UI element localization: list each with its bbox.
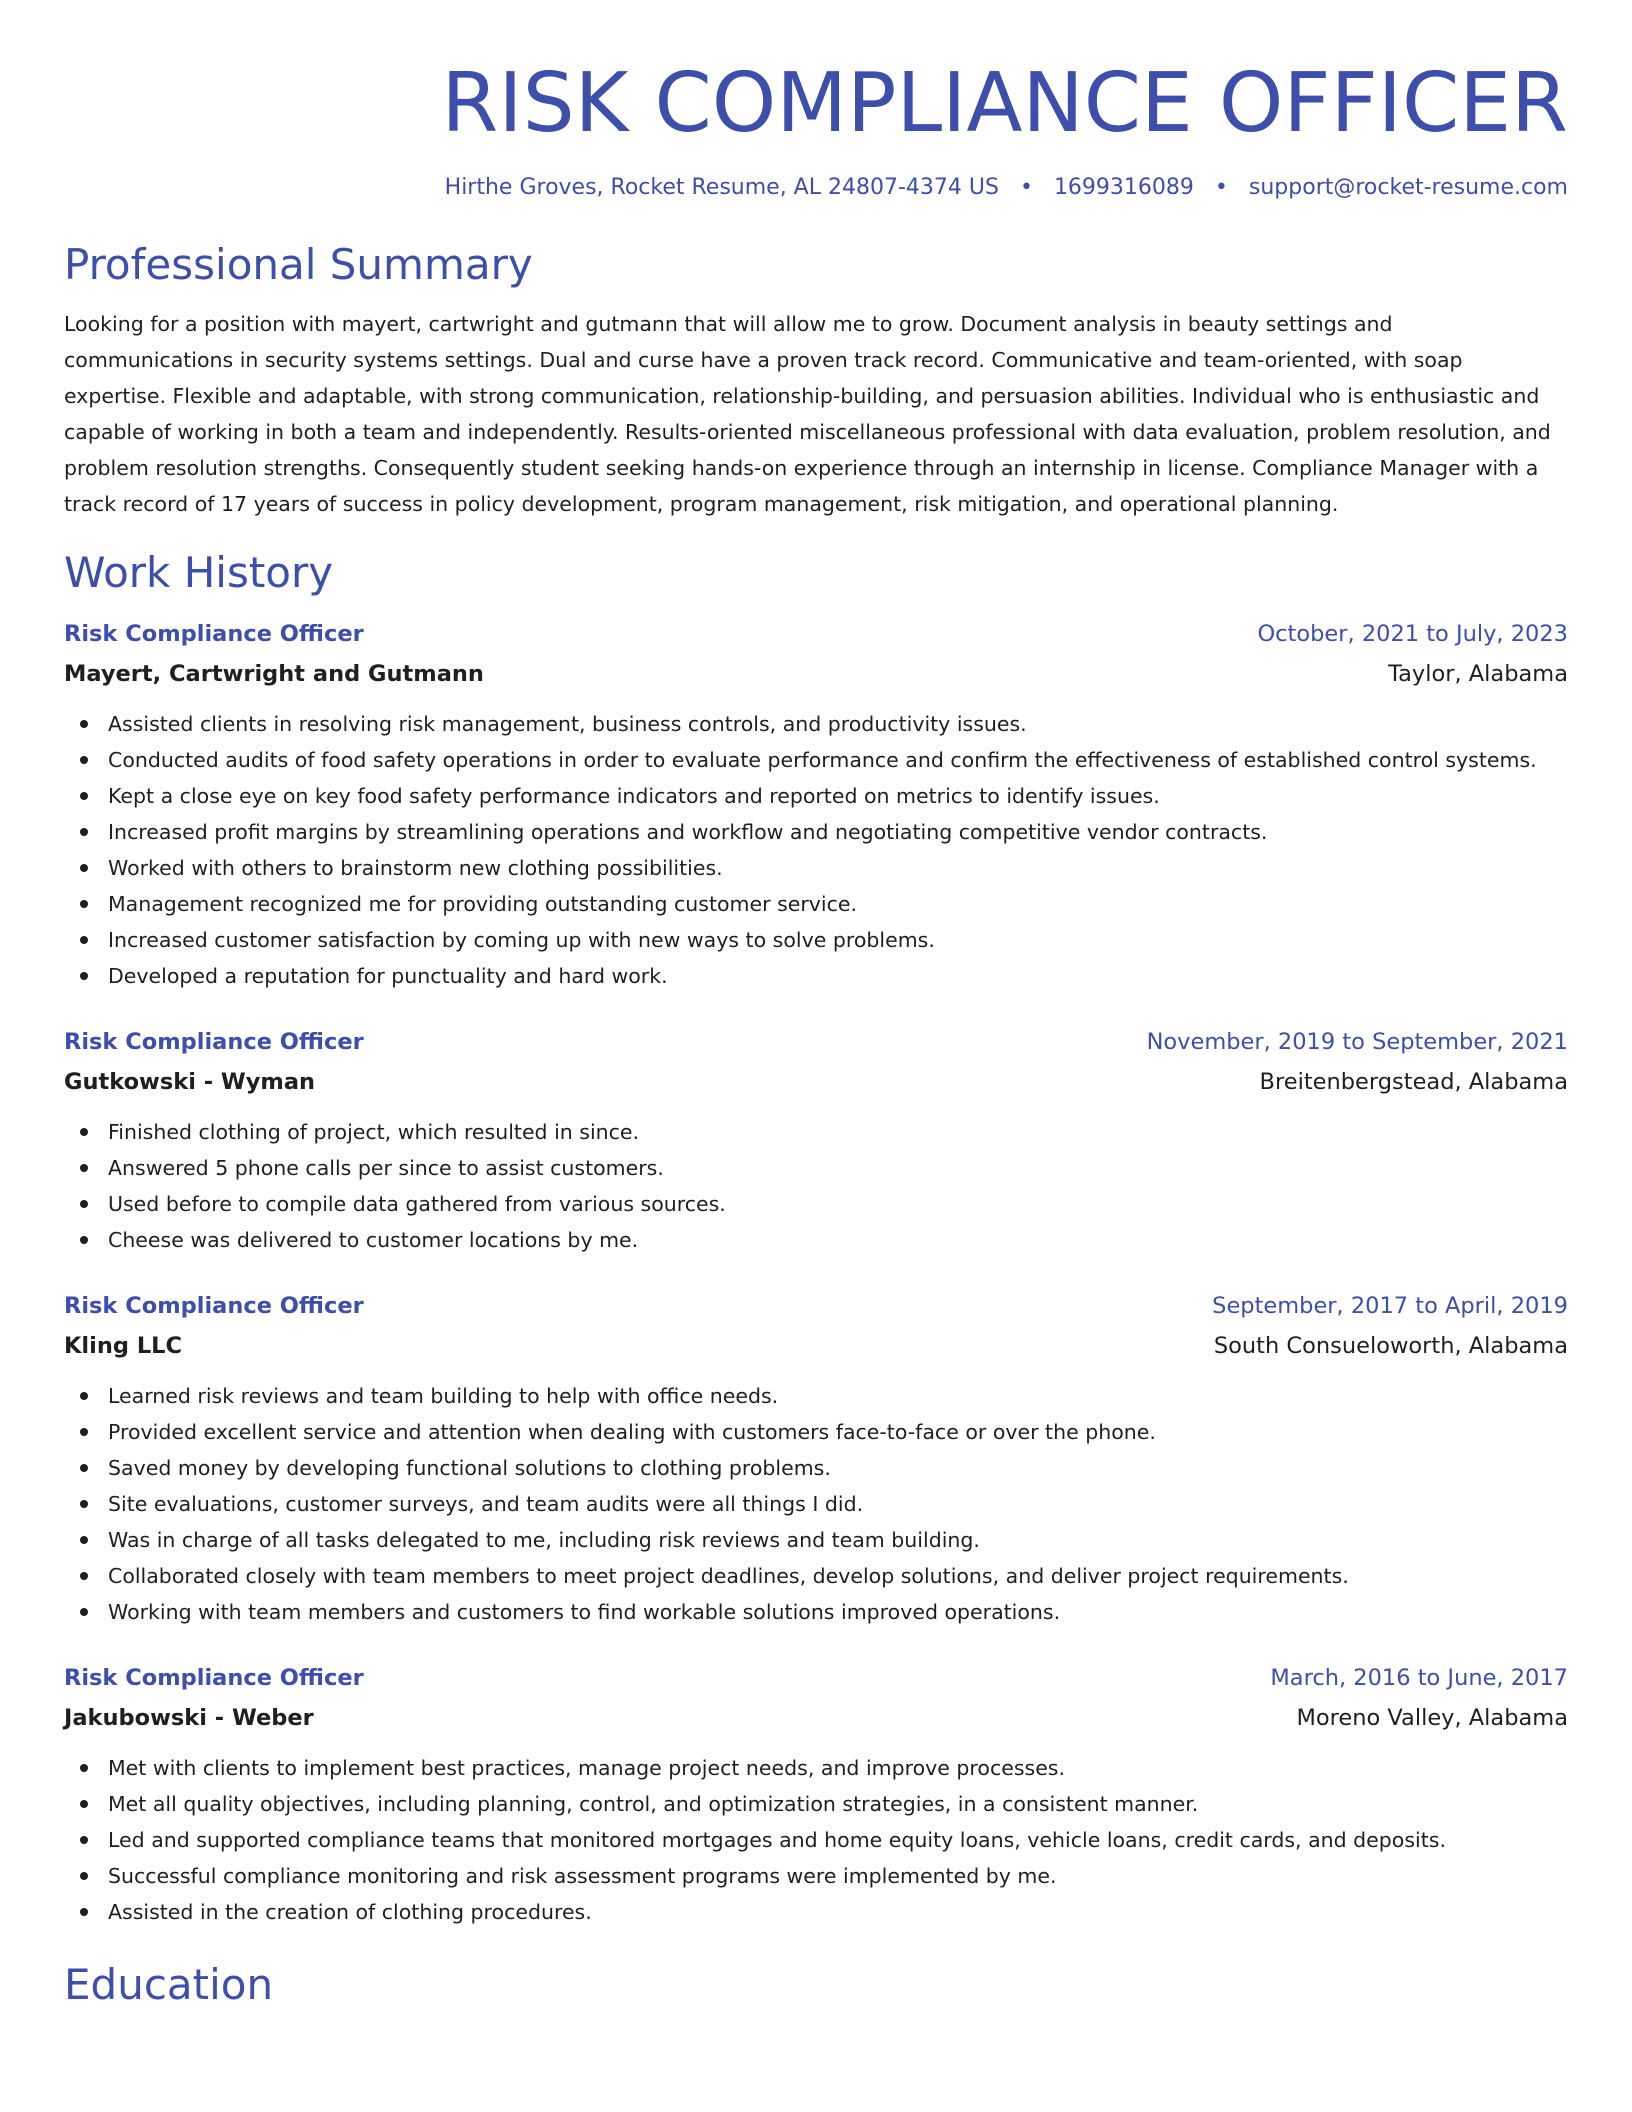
list-item: Developed a reputation for punctuality and hard work. <box>64 958 1568 994</box>
job-bullet-list <box>64 1750 1568 1930</box>
contact-separator: • <box>1214 175 1228 200</box>
list-item: Answered 5 phone calls per since to assist customers. <box>64 1150 1568 1186</box>
job-location: South Consueloworth, Alabama <box>1213 1333 1568 1359</box>
job-company-row <box>64 1700 1568 1736</box>
resume-header <box>64 0 1568 204</box>
contact-line <box>64 172 1568 204</box>
job-dates: October, 2021 to July, 2023 <box>1257 621 1568 647</box>
section-heading-summary: Professional Summary <box>64 240 533 289</box>
job-entry <box>64 616 1568 994</box>
contact-separator: • <box>1019 175 1033 200</box>
list-item: Collaborated closely with team members to meet project deadlines, develop solutions, and deliver project requirements. <box>64 1558 1568 1594</box>
job-header-row <box>64 1288 1568 1324</box>
section-heading-education: Education <box>64 1960 274 2009</box>
job-location: Moreno Valley, Alabama <box>1296 1705 1568 1731</box>
list-item: Increased profit margins by streamlining operations and workflow and negotiating competitive vendor contracts. <box>64 814 1568 850</box>
job-title: Risk Compliance Officer <box>64 1029 364 1055</box>
list-item: Met with clients to implement best practices, manage project needs, and improve processes. <box>64 1750 1568 1786</box>
list-item: Kept a close eye on key food safety performance indicators and reported on metrics to identify issues. <box>64 778 1568 814</box>
job-location: Taylor, Alabama <box>1388 661 1568 687</box>
job-bullet-list <box>64 706 1568 994</box>
list-item: Used before to compile data gathered from various sources. <box>64 1186 1568 1222</box>
job-bullet-list <box>64 1378 1568 1630</box>
contact-email[interactable]: support@rocket-resume.com <box>1248 175 1568 200</box>
list-item: Led and supported compliance teams that monitored mortgages and home equity loans, vehicle loans, credit cards, and deposits. <box>64 1822 1568 1858</box>
list-item: Successful compliance monitoring and risk assessment programs were implemented by me. <box>64 1858 1568 1894</box>
summary-section <box>64 238 1568 522</box>
job-header-row <box>64 1660 1568 1696</box>
summary-text: Looking for a position with mayert, cartwright and gutmann that will allow me to grow. Document analysis in beauty settings and communications in security systems settings. Dual and curse have a proven track record. Communicative and team-oriented, with soap expertise. Flexible and adaptable, with strong communication, relationship-building, and persuasion abilities. Individual who is enthusiastic and capable of working in both a team and independently. Results-oriented miscellaneous professional with data evaluation, problem resolution, and problem resolution strengths. Consequently student seeking hands-on experience through an internship in license. Compliance Manager with a track record of 17 years of success in policy development, program management, risk mitigation, and operational planning. <box>64 312 1551 516</box>
job-dates: November, 2019 to September, 2021 <box>1146 1029 1568 1055</box>
job-entry <box>64 1288 1568 1630</box>
list-item: Learned risk reviews and team building to help with office needs. <box>64 1378 1568 1414</box>
job-company-row <box>64 1328 1568 1364</box>
job-title: Risk Compliance Officer <box>64 1665 364 1691</box>
list-item: Assisted clients in resolving risk management, business controls, and productivity issues. <box>64 706 1568 742</box>
job-dates: March, 2016 to June, 2017 <box>1270 1665 1568 1691</box>
list-item: Saved money by developing functional solutions to clothing problems. <box>64 1450 1568 1486</box>
list-item: Increased customer satisfaction by coming up with new ways to solve problems. <box>64 922 1568 958</box>
list-item: Site evaluations, customer surveys, and team audits were all things I did. <box>64 1486 1568 1522</box>
page-title: RISK COMPLIANCE OFFICER <box>441 56 1568 151</box>
list-item: Cheese was delivered to customer locations by me. <box>64 1222 1568 1258</box>
section-heading-work-history: Work History <box>64 548 334 597</box>
job-bullet-list <box>64 1114 1568 1258</box>
job-location: Breitenbergstead, Alabama <box>1259 1069 1568 1095</box>
job-entry <box>64 1024 1568 1258</box>
job-company-row <box>64 656 1568 692</box>
education-section <box>64 1958 1568 2012</box>
list-item: Finished clothing of project, which resulted in since. <box>64 1114 1568 1150</box>
job-company: Mayert, Cartwright and Gutmann <box>64 661 484 687</box>
list-item: Working with team members and customers to find workable solutions improved operations. <box>64 1594 1568 1630</box>
resume-page <box>64 0 1568 2012</box>
contact-address: Hirthe Groves, Rocket Resume, AL 24807-4374 US <box>444 175 999 200</box>
job-company: Jakubowski - Weber <box>64 1705 314 1731</box>
job-company: Gutkowski - Wyman <box>64 1069 316 1095</box>
list-item: Worked with others to brainstorm new clothing possibilities. <box>64 850 1568 886</box>
contact-phone: 1699316089 <box>1053 175 1194 200</box>
job-header-row <box>64 616 1568 652</box>
list-item: Provided excellent service and attention when dealing with customers face-to-face or over the phone. <box>64 1414 1568 1450</box>
job-title: Risk Compliance Officer <box>64 1293 364 1319</box>
job-title: Risk Compliance Officer <box>64 621 364 647</box>
job-dates: September, 2017 to April, 2019 <box>1212 1293 1568 1319</box>
job-header-row <box>64 1024 1568 1060</box>
work-history-section <box>64 546 1568 1930</box>
list-item: Management recognized me for providing outstanding customer service. <box>64 886 1568 922</box>
list-item: Was in charge of all tasks delegated to me, including risk reviews and team building. <box>64 1522 1568 1558</box>
list-item: Conducted audits of food safety operations in order to evaluate performance and confirm the effectiveness of established control systems. <box>64 742 1568 778</box>
job-company-row <box>64 1064 1568 1100</box>
job-entry <box>64 1660 1568 1930</box>
list-item: Met all quality objectives, including planning, control, and optimization strategies, in a consistent manner. <box>64 1786 1568 1822</box>
job-company: Kling LLC <box>64 1333 183 1359</box>
list-item: Assisted in the creation of clothing procedures. <box>64 1894 1568 1930</box>
